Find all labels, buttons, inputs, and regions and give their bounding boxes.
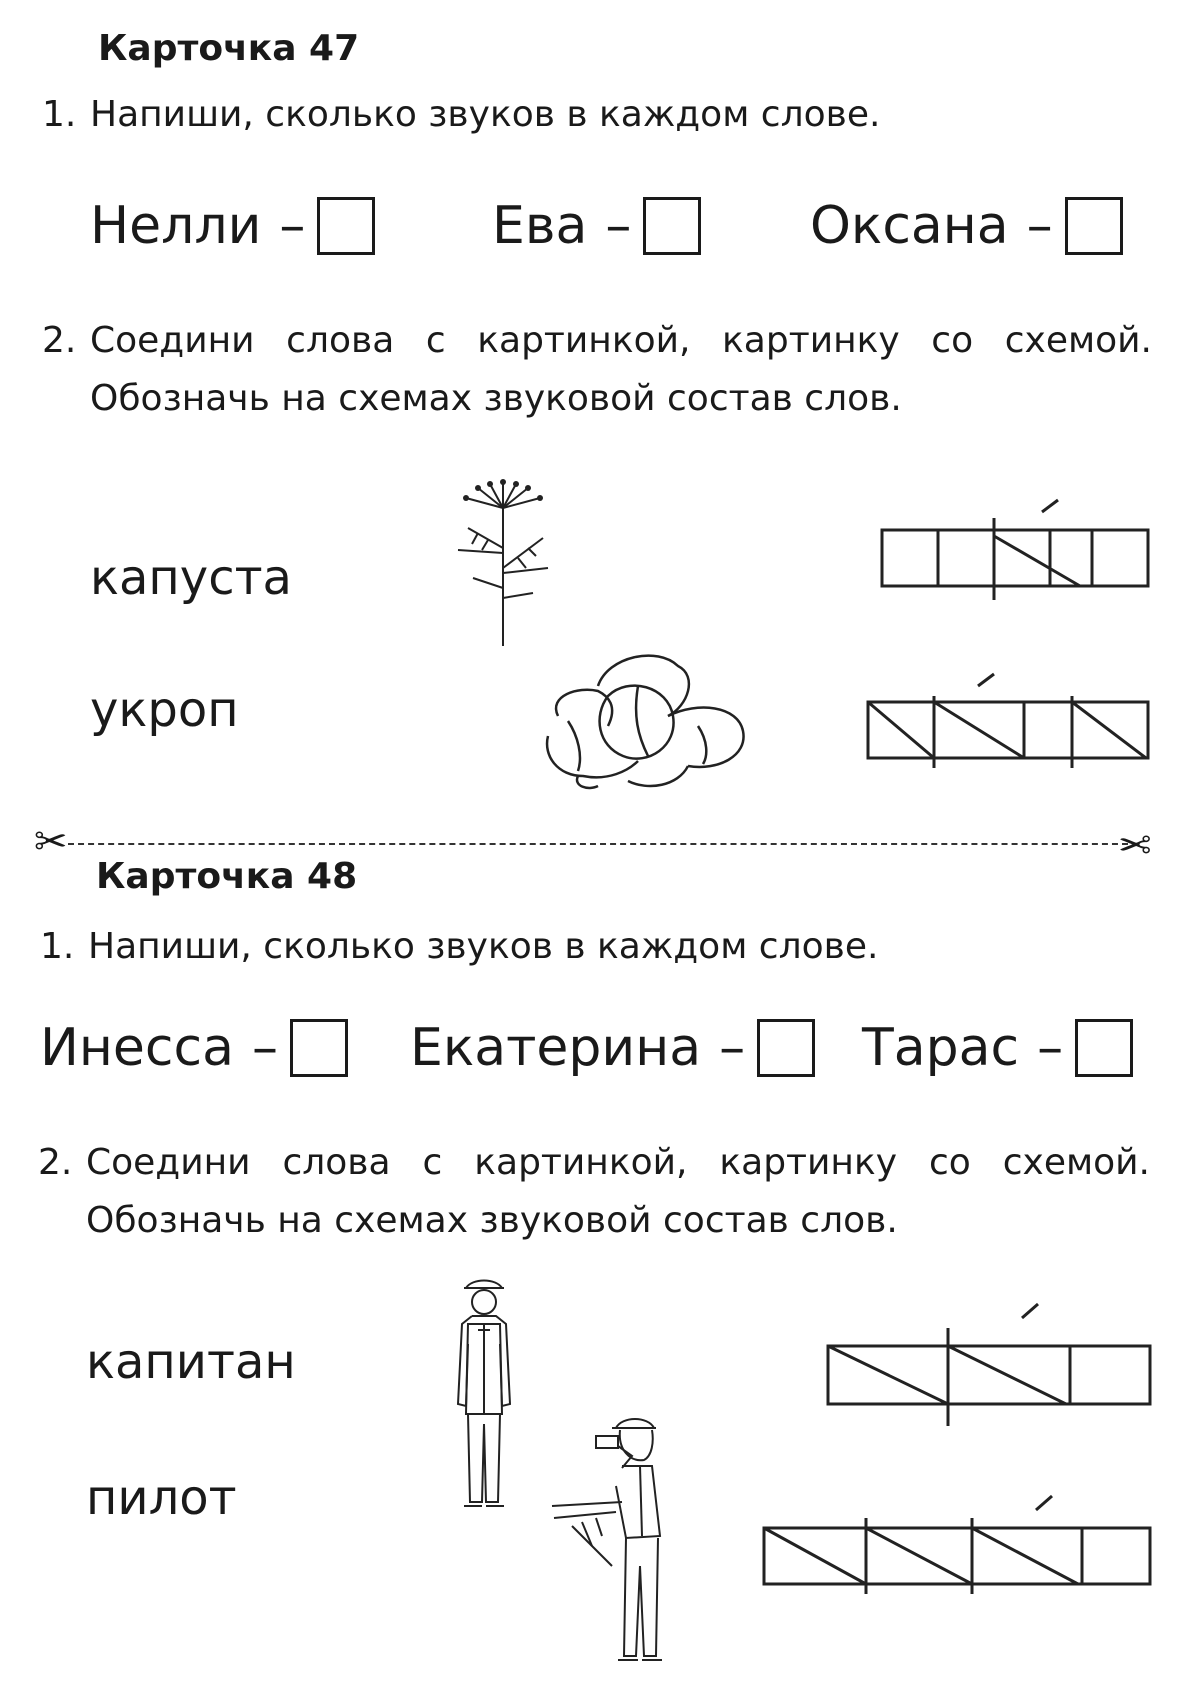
card-47-name-nelli	[90, 196, 375, 256]
cut-line	[68, 843, 1128, 845]
card-48-name-inessa	[40, 1018, 348, 1078]
card-48-name-ekaterina	[410, 1018, 815, 1078]
name-word: Тарас	[862, 1018, 1020, 1078]
task-text-line-1: Соедини слова с картинкой, картинку со схемой.	[86, 1142, 1150, 1183]
dash: –	[279, 196, 306, 256]
name-word: Ева	[492, 196, 588, 256]
word-kapitan[interactable]: капитан	[86, 1334, 296, 1390]
pilot-figure-icon[interactable]	[444, 1274, 524, 1514]
dash: –	[605, 196, 632, 256]
task-text-line-1: Соедини слова с картинкой, картинку со схемой.	[90, 320, 1152, 361]
card-48-name-taras	[862, 1018, 1133, 1078]
card-47-task-2	[42, 312, 1152, 428]
task-text-line-2: Обозначь на схемах звуковой состав слов.	[90, 378, 902, 419]
name-word: Нелли	[90, 196, 262, 256]
dash: –	[1037, 1018, 1064, 1078]
word-ukrop[interactable]: укроп	[90, 682, 239, 738]
answer-box[interactable]	[1075, 1019, 1133, 1077]
card-48-title: Карточка 48	[96, 856, 358, 897]
card-48-task-1	[40, 918, 878, 976]
sound-scheme-1[interactable]	[880, 500, 1150, 620]
card-48-task-2	[38, 1134, 1150, 1250]
scissors-left-icon: ✂	[34, 819, 68, 865]
task-number: 2.	[42, 320, 77, 361]
answer-box[interactable]	[317, 197, 375, 255]
card-47-name-eva	[492, 196, 701, 256]
name-word: Екатерина	[410, 1018, 702, 1078]
sound-scheme-2[interactable]	[866, 672, 1150, 782]
card-47-title: Карточка 47	[98, 28, 360, 69]
scissors-right-icon: ✂	[1118, 823, 1152, 869]
answer-box[interactable]	[757, 1019, 815, 1077]
word-kapusta[interactable]: капуста	[90, 550, 292, 606]
task-number: 1.	[40, 926, 75, 967]
task-number: 2.	[38, 1142, 73, 1183]
task-text: Напиши, сколько звуков в каждом слове.	[88, 926, 879, 967]
card-47-task-1	[42, 86, 880, 144]
task-text: Напиши, сколько звуков в каждом слове.	[90, 94, 881, 135]
dill-icon[interactable]	[448, 478, 558, 648]
sound-scheme-4[interactable]	[762, 1492, 1152, 1602]
name-word: Инесса	[40, 1018, 234, 1078]
answer-box[interactable]	[1065, 197, 1123, 255]
captain-figure-icon[interactable]	[552, 1406, 682, 1676]
task-text-line-2: Обозначь на схемах звуковой состав слов.	[86, 1200, 898, 1241]
dash: –	[1026, 196, 1053, 256]
sound-scheme-3[interactable]	[826, 1300, 1152, 1440]
card-47-name-oksana	[810, 196, 1123, 256]
answer-box[interactable]	[643, 197, 701, 255]
name-word: Оксана	[810, 196, 1009, 256]
cabbage-icon[interactable]	[538, 646, 758, 796]
answer-box[interactable]	[290, 1019, 348, 1077]
word-pilot[interactable]: пилот	[86, 1470, 237, 1526]
dash: –	[719, 1018, 746, 1078]
task-number: 1.	[42, 94, 77, 135]
dash: –	[251, 1018, 278, 1078]
